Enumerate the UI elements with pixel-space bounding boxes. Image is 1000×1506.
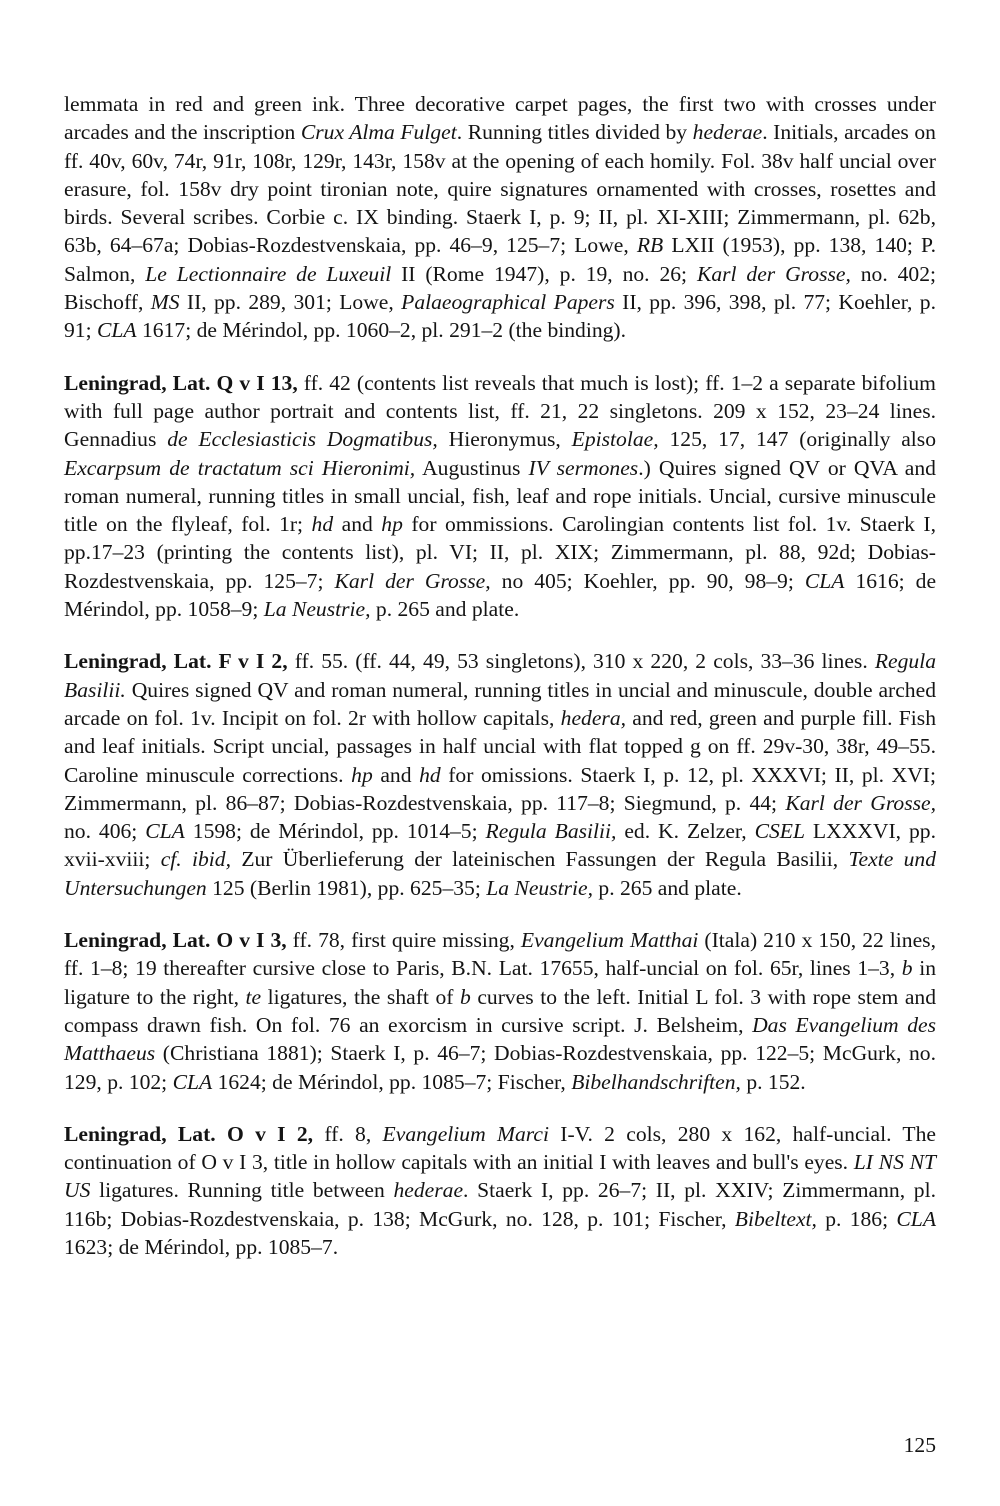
text-run: for ommissions. Carolingian contents list fol. 1v. Staerk I, pp.17–23 (printing the contents list), pl. VI; II, pl. XIX; Zimmermann, pl. 88, 92d; Dobias-Rozdestvenskaia, pp. 125–7; — [64, 512, 936, 593]
italic-run: RB — [636, 233, 664, 258]
text-run: (Itala) 210 x 150, 22 lines, ff. 1–8; 19 thereafter cursive close to Paris, B.N. Lat. 17655, half-uncial on fol. 65r, lines 1–3, — [64, 928, 936, 981]
italic-run: Texte und Untersuchungen — [64, 847, 936, 900]
italic-run: hp — [351, 762, 373, 787]
italic-run: La Neustrie, — [263, 597, 371, 622]
text-run: 1617; de Mérindol, pp. 1060–2, pl. 291–2 (the binding). — [136, 318, 627, 343]
text-run: ff. 8, — [313, 1121, 383, 1146]
text-run: .) Quires signed QV or QVA and roman numeral, running titles in small uncial, fish, leaf and rope initials. Uncial, cursive minuscule title on the flyleaf, fol. 1r; — [64, 455, 936, 537]
text-run: and red, green and purple fill. Fish and leaf initials. Script uncial, passages in half uncial with flat topped g on ff. 29v-30, 38r, 49–55. Caroline minuscule corrections. — [64, 705, 936, 787]
text-run: ed. K. Zelzer, — [616, 819, 755, 844]
italic-run: hp — [381, 512, 403, 537]
text-run: for omissions. Staerk I, p. 12, pl. XXXVI; II, pl. XVI; Zimmermann, pl. 86–87; Dobias-Rozdestvenskaia, pp. 117–8; Siegmund, p. 44; — [64, 762, 936, 815]
text-run: . Staerk I, pp. 26–7; II, pl. XXIV; Zimmermann, pl. 116b; Dobias-Rozdestvenskaia, p. 138; McGurk, no. 128, p. 101; Fischer, — [64, 1178, 936, 1231]
entry-shelfmark: Leningrad, Lat. F v I 2, — [64, 649, 288, 674]
italic-run: MS — [150, 290, 180, 315]
italic-run: b — [901, 956, 913, 981]
italic-run: La Neustrie, — [486, 875, 594, 900]
text-run: ff. 78, first quire missing, — [286, 928, 521, 953]
text-run: Quires signed QV and roman numeral, running titles in uncial and minuscule, double arched arcade on fol. 1v. Incipit on fol. 2r with hollow capitals, — [64, 677, 936, 730]
italic-run: Crux Alma Fulget — [300, 120, 457, 145]
text-run: (Christiana 1881); Staerk I, p. 46–7; Dobias-Rozdestvenskaia, pp. 122–5; McGurk, no. 129, p. 102; — [64, 1041, 936, 1094]
entry-shelfmark: Leningrad, Lat. O v I 3, — [64, 928, 287, 953]
text-run: II, pp. 289, 301; Lowe, — [179, 290, 402, 315]
text-run: Augustinus — [415, 455, 529, 480]
text-run: 125 (Berlin 1981), pp. 625–35; — [206, 875, 487, 900]
text-run: LXII (1953), pp. 138, 140; P. Salmon, — [64, 233, 936, 286]
text-run: and — [333, 512, 382, 537]
entry-shelfmark: Leningrad, Lat. Q v I 13, — [64, 370, 298, 395]
text-run: p. 186; — [816, 1206, 897, 1231]
text-run: LXXXVI, pp. xvii-xviii; — [64, 819, 936, 872]
text-run: p. 265 and plate. — [370, 597, 520, 622]
italic-run: CLA — [97, 318, 137, 343]
page-body — [64, 90, 936, 1261]
text-run: no. 402; Bischoff, — [64, 261, 937, 315]
italic-run: te — [245, 984, 262, 1009]
italic-run: LI NS NT US — [64, 1150, 936, 1203]
italic-run: hd — [419, 762, 441, 787]
text-run: ligatures. Running title between — [90, 1178, 394, 1203]
text-run: II, pp. 396, 398, pl. 77; Koehler, p. 91; — [64, 290, 937, 343]
text-run: 1598; de Mérindol, pp. 1014–5; — [184, 819, 486, 844]
italic-run: Karl der Grosse, — [696, 261, 851, 286]
entry-paragraph — [64, 926, 936, 1096]
italic-run: Evangelium Matthai — [520, 928, 699, 953]
italic-run: Karl der Grosse, — [334, 568, 491, 593]
italic-run: CLA — [896, 1206, 937, 1231]
italic-run: hederae — [393, 1178, 464, 1203]
text-run: 1616; de Mérindol, pp. 1058–9; — [64, 568, 937, 622]
text-run: II (Rome 1947), p. 19, no. 26; — [391, 261, 697, 286]
italic-run: Regula Basilii. — [64, 649, 936, 702]
italic-run: de Ecclesiasticis Dogmatibus, — [167, 427, 438, 452]
text-run: I-V. 2 cols, 280 x 162, half-uncial. The continuation of O v I 3, title in hollow capitals with an initial I with leaves and bull's eyes. — [64, 1121, 936, 1175]
italic-run: cf. ibid, — [160, 847, 231, 872]
text-run: in ligature to the right, — [64, 956, 936, 1009]
italic-run: IV sermones — [528, 455, 639, 480]
entry-shelfmark: Leningrad, Lat. O v I 2, — [64, 1121, 314, 1146]
text-run: and — [372, 762, 420, 787]
italic-run: hederae — [692, 120, 763, 145]
text-run: ff. 55. (ff. 44, 49, 53 singletons), 310 x 220, 2 cols, 33–36 lines. — [287, 649, 875, 674]
text-run: no 405; Koehler, pp. 90, 98–9; — [490, 568, 805, 593]
text-run: ff. 42 (contents list reveals that much is lost); ff. 1–2 a separate bifolium with full page author portrait and contents list, ff. 21, 22 singletons. 209 x 152, 23–24 lines. Gennadius — [64, 370, 936, 452]
text-run: curves to the left. Initial L fol. 3 with rope stem and compass drawn fish. On fol. 76 an exorcism in cursive script. J. Belsheim, — [64, 984, 937, 1037]
italic-run: Das Evangelium des Matthaeus — [64, 1012, 936, 1066]
text-run: Zur Überlieferung der lateinischen Fassungen der Regula Basilii, — [231, 847, 849, 872]
text-run: 1623; de Mérindol, pp. 1085–7. — [64, 1234, 339, 1259]
page-number: 125 — [903, 1433, 936, 1457]
text-run: p. 265 and plate. — [593, 875, 742, 900]
text-run: ligatures, the shaft of — [261, 984, 460, 1009]
italic-run: hd — [311, 512, 334, 537]
italic-run: CLA — [172, 1069, 213, 1094]
text-run: 125, 17, 147 (originally also — [658, 427, 936, 452]
italic-run: Bibeltext, — [734, 1206, 817, 1231]
italic-run: Epistolae, — [571, 427, 659, 452]
entry-paragraph — [64, 647, 936, 902]
italic-run: Regula Basilii, — [485, 819, 617, 844]
italic-run: Excarpsum de tractatum sci Hieronimi, — [64, 455, 416, 480]
italic-run: CLA — [804, 568, 845, 593]
italic-run: hedera, — [560, 705, 627, 730]
entry-paragraph — [64, 1120, 936, 1261]
text-run: 1624; de Mérindol, pp. 1085–7; Fischer, — [212, 1069, 572, 1094]
italic-run: CSEL — [754, 819, 805, 844]
text-run: . Initials, arcades on ff. 40v, 60v, 74r, 91r, 108r, 129r, 143r, 158v at the opening of each homily. Fol. 38v half uncial over erasure, fol. 158v dry point tironian note, quire signatures ornamented with crosses, rosettes and birds. Several scribes. Corbie c. IX binding. Staerk I, p. 9; II, pl. XI-XIII; Zimmermann, pl. 62b, 63b, 64–67a; Dobias-Rozdestvenskaia, pp. 46–9, 125–7; Lowe, — [64, 120, 936, 258]
italic-run: Evangelium Marci — [382, 1121, 549, 1146]
italic-run: Le Lectionnaire de Luxeuil — [145, 261, 392, 286]
text-run: p. 152. — [740, 1069, 806, 1094]
italic-run: CLA — [145, 819, 185, 844]
italic-run: Karl der Grosse, — [785, 790, 937, 815]
text-run: . Running titles divided by — [456, 120, 693, 145]
italic-run: Palaeographical Papers — [401, 290, 615, 315]
entry-paragraph — [64, 369, 936, 624]
italic-run: Bibelhandschriften, — [571, 1069, 741, 1094]
italic-run: b — [460, 984, 471, 1009]
text-run: no. 406; — [64, 819, 146, 844]
entry-paragraph — [64, 90, 936, 345]
text-run: Hieronymus, — [437, 427, 572, 452]
text-run: lemmata in red and green ink. Three decorative carpet pages, the first two with crosses under arcades and the inscription — [64, 92, 936, 145]
